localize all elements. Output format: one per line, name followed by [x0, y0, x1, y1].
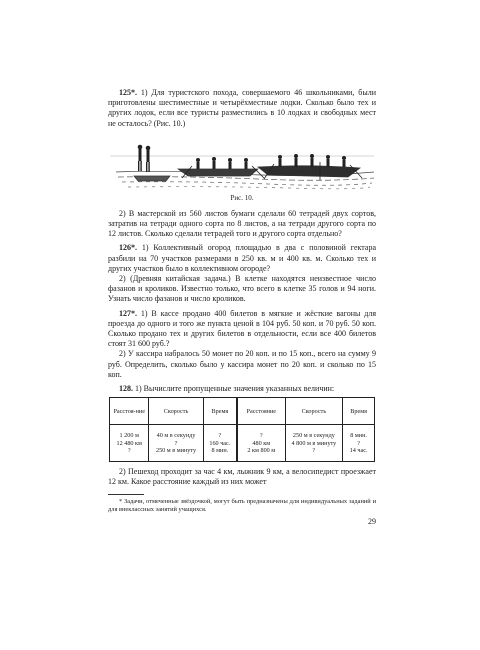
- problem-127-part1: 127*. 1) В кассе продано 400 билетов в мягкие и жёсткие вагоны для проезда до одного и того же пункта ценой в 104 руб. 50 коп. и 70 руб. 50 коп. Сколько продано тех и других билетов в отдельности, если все 400 билетов стоят 31 600 руб.?: [108, 308, 376, 349]
- figure-10: [108, 132, 376, 190]
- table-header-row: [110, 398, 375, 425]
- speed-cell-2: 250 м в секунду 4 800 м в минуту ?: [285, 425, 343, 462]
- header-time: Время: [203, 398, 237, 425]
- header-distance: Расстоя-ние: [110, 398, 149, 425]
- header-speed-2: Скорость: [285, 398, 343, 425]
- header-speed: Скорость: [149, 398, 203, 425]
- header-time-2: Время: [343, 398, 375, 425]
- textbook-page: [108, 88, 376, 514]
- values-table: [109, 397, 375, 462]
- figure-caption: Рис. 10.: [230, 193, 254, 202]
- speed-cell: 40 м в секунду ? 250 м в минуту: [149, 425, 203, 462]
- header-distance-2: Расстояние: [237, 398, 285, 425]
- distance-cell: 1 200 м 12 480 км ?: [110, 425, 149, 462]
- problem-128-part2: 2) Пешеход проходит за час 4 км, лыжник 9 км, а велосипедист проезжает 12 км. Какое расстояние каждый из них может: [108, 467, 376, 487]
- footnote-divider: [108, 494, 144, 495]
- problem-128-number: 128.: [119, 384, 133, 394]
- page-number: 29: [368, 517, 376, 526]
- footnote: * Задачи, отмеченные звёздочкой, могут быть предназначены для индивидуальных заданий и для внеклассных занятий учащихся.: [108, 497, 376, 513]
- problem-126-part1: 126*. 1) Коллективный огород площадью в два с половиной гектара разбили на 70 участков размерами в 250 кв. м и 400 кв. м. Сколько тех и других участков было в коллективном огороде?: [108, 243, 376, 273]
- problem-125-part2: 2) В мастерской из 560 листов бумаги сделали 60 тетрадей двух сортов, затратив на тетради одного сорта по 8 листов, а на тетради другого сорта по 12 листов. Сколько сделали тетрадей того и другого сорта отдельно?: [108, 208, 376, 239]
- distance-cell-2: ? 480 км 2 км 800 м: [237, 425, 285, 462]
- time-cell: ? 160 час. 8 мин.: [203, 425, 237, 462]
- problem-128-part1: 128. 1) Вычислите пропущенные значения указанных величин:: [119, 384, 335, 394]
- table-row: [110, 425, 375, 462]
- problem-126-part2: 2) (Древняя китайская задача.) В клетке находятся неизвестное число фазанов и кроликов. Известно только, что всего в клетке 35 голов и 94 ноги. Узнать число фазанов и число кроликов.: [108, 274, 376, 304]
- problem-127-number: 127*.: [119, 308, 137, 318]
- problem-126-number: 126*.: [119, 243, 137, 253]
- problem-125-number: 125*.: [119, 88, 137, 97]
- problem-125-part1: 125*. 1) Для туристского похода, совершаемого 46 школьниками, были приготовлены шестиместные и четырёхместные лодки. Сколько было тех и других лодок, если все туристы разместились в 10 лодках и свободных мест не осталось? (Рис. 10.): [108, 88, 376, 128]
- boats-illustration: [108, 132, 376, 190]
- time-cell-2: 8 мин. ? 14 час.: [343, 425, 375, 462]
- problem-127-part2: 2) У кассира набралось 50 монет по 20 коп. и по 15 коп., всего на сумму 9 руб. Определить, сколько было у кассира монет по 20 коп. и сколько по 15 коп.: [108, 349, 376, 379]
